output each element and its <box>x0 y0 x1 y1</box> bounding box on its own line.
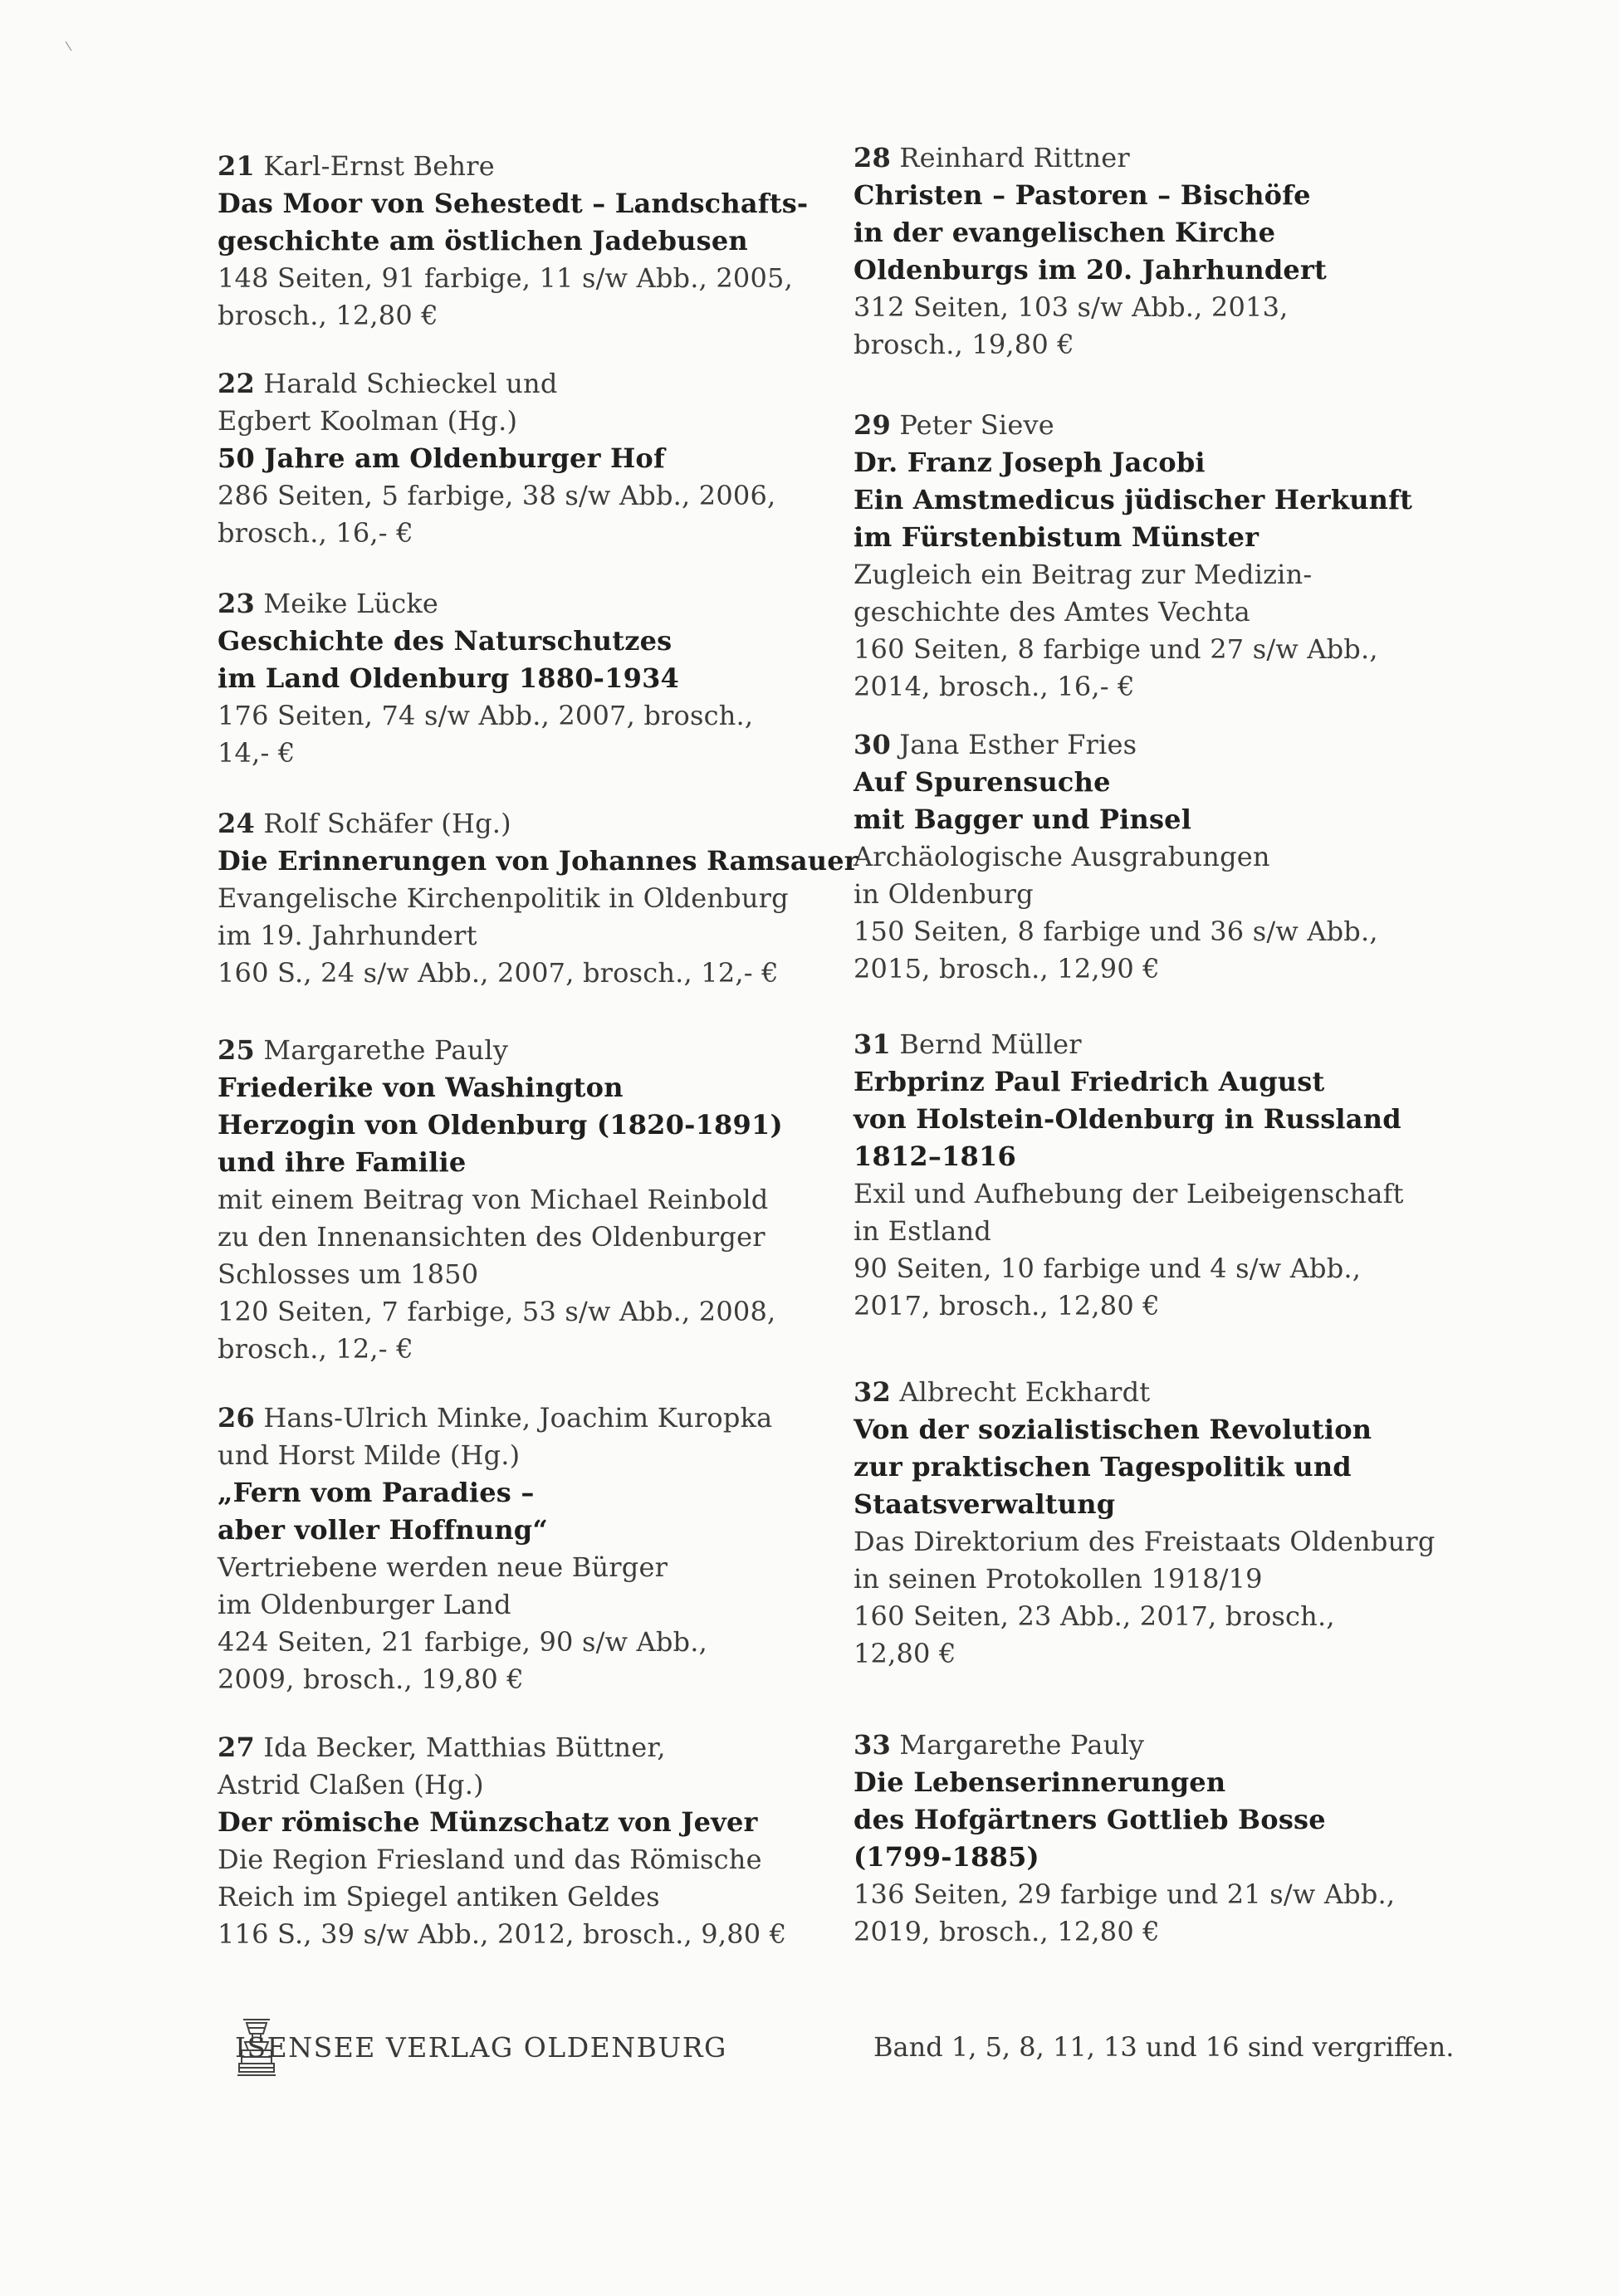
book-entry-31 <box>854 1026 1484 1325</box>
publication-details: brosch., 19,80 € <box>854 329 1074 360</box>
subtitle: Reich im Spiegel antiken Geldes <box>218 1881 660 1913</box>
subtitle: Archäologische Ausgrabungen <box>854 841 1270 872</box>
book-entry-22 <box>218 365 849 552</box>
book-title: 1812–1816 <box>854 1141 1016 1172</box>
subtitle: mit einem Beitrag von Michael Reinbold <box>218 1184 769 1215</box>
author: und Horst Milde (Hg.) <box>218 1439 521 1471</box>
author: Margarethe Pauly <box>263 1034 509 1066</box>
author: Hans-Ulrich Minke, Joachim Kuropka <box>263 1402 773 1434</box>
publication-details: 150 Seiten, 8 farbige und 36 s/w Abb., <box>854 916 1378 947</box>
volume-number: 33 <box>854 1729 891 1761</box>
book-entry-29 <box>854 407 1484 706</box>
book-title: aber voller Hoffnung“ <box>218 1514 548 1546</box>
book-title: und ihre Familie <box>218 1146 467 1178</box>
author: Reinhard Rittner <box>899 142 1130 173</box>
author: Albrecht Eckhardt <box>899 1376 1151 1408</box>
publication-details: 160 Seiten, 8 farbige und 27 s/w Abb., <box>854 633 1378 665</box>
book-title: des Hofgärtners Gottlieb Bosse <box>854 1804 1326 1835</box>
author: Harald Schieckel und <box>263 368 558 399</box>
publication-details: brosch., 12,- € <box>218 1333 413 1365</box>
publication-details: 2015, brosch., 12,90 € <box>854 953 1160 984</box>
volume-number: 22 <box>218 368 255 399</box>
book-title: Auf Spurensuche <box>854 766 1111 798</box>
volume-number: 24 <box>218 808 255 839</box>
subtitle: im 19. Jahrhundert <box>218 920 477 951</box>
author: Karl-Ernst Behre <box>263 150 495 182</box>
volume-number: 29 <box>854 409 891 441</box>
book-title: Der römische Münzschatz von Jever <box>218 1806 758 1838</box>
book-entry-21 <box>218 148 849 335</box>
subtitle: Evangelische Kirchenpolitik in Oldenburg <box>218 882 789 914</box>
publication-details: 148 Seiten, 91 farbige, 11 s/w Abb., 2005, <box>218 262 793 294</box>
scan-speck <box>65 40 73 51</box>
book-title: mit Bagger und Pinsel <box>854 804 1192 835</box>
book-title: Die Erinnerungen von Johannes Ramsauer <box>218 845 858 877</box>
volume-number: 32 <box>854 1376 891 1408</box>
book-entry-26 <box>218 1400 849 1698</box>
book-title: Ein Amstmedicus jüdischer Herkunft <box>854 484 1413 515</box>
book-title: (1799-1885) <box>854 1841 1039 1873</box>
volume-number: 30 <box>854 729 891 760</box>
subtitle: in Oldenburg <box>854 878 1034 910</box>
publication-details: 120 Seiten, 7 farbige, 53 s/w Abb., 2008, <box>218 1296 776 1327</box>
publication-details: brosch., 16,- € <box>218 517 413 549</box>
publication-details: 2019, brosch., 12,80 € <box>854 1916 1160 1947</box>
book-title: geschichte am östlichen Jadebusen <box>218 225 748 256</box>
book-title: Staatsverwaltung <box>854 1488 1116 1520</box>
publication-details: 12,80 € <box>854 1638 956 1669</box>
book-title: Erbprinz Paul Friedrich August <box>854 1066 1325 1097</box>
book-title: Von der sozialistischen Revolution <box>854 1414 1372 1445</box>
book-title: Das Moor von Sehestedt – Landschafts- <box>218 188 809 219</box>
subtitle: Vertriebene werden neue Bürger <box>218 1551 668 1583</box>
book-entry-30 <box>854 726 1484 988</box>
author: Astrid Claßen (Hg.) <box>218 1769 484 1800</box>
book-entry-25 <box>218 1032 849 1368</box>
publication-details: 136 Seiten, 29 farbige und 21 s/w Abb., <box>854 1878 1396 1910</box>
book-title: von Holstein-Oldenburg in Russland <box>854 1103 1401 1135</box>
book-title: Die Lebenserinnerungen <box>854 1766 1226 1798</box>
book-title: Dr. Franz Joseph Jacobi <box>854 447 1206 478</box>
publication-details: 2014, brosch., 16,- € <box>854 671 1135 702</box>
author: Jana Esther Fries <box>899 729 1137 760</box>
publication-details: 312 Seiten, 103 s/w Abb., 2013, <box>854 291 1289 323</box>
publication-details: 176 Seiten, 74 s/w Abb., 2007, brosch., <box>218 700 754 731</box>
subtitle: geschichte des Amtes Vechta <box>854 596 1250 628</box>
subtitle: Die Region Friesland und das Römische <box>218 1844 762 1875</box>
publication-details: 90 Seiten, 10 farbige und 4 s/w Abb., <box>854 1253 1362 1284</box>
publication-details: 160 Seiten, 23 Abb., 2017, brosch., <box>854 1600 1335 1632</box>
book-entry-23 <box>218 585 849 772</box>
publisher-name: ISENSEE VERLAG OLDENBURG <box>235 2031 727 2064</box>
book-title: Christen – Pastoren – Bischöfe <box>854 179 1311 211</box>
subtitle: in seinen Protokollen 1918/19 <box>854 1563 1263 1595</box>
author: Rolf Schäfer (Hg.) <box>263 808 511 839</box>
publication-details: 424 Seiten, 21 farbige, 90 s/w Abb., <box>218 1626 707 1658</box>
volume-number: 31 <box>854 1028 891 1060</box>
book-title: im Land Oldenburg 1880-1934 <box>218 662 680 694</box>
subtitle: Das Direktorium des Freistaats Oldenburg <box>854 1526 1436 1557</box>
publication-details: 286 Seiten, 5 farbige, 38 s/w Abb., 2006, <box>218 480 776 511</box>
author: Bernd Müller <box>899 1028 1082 1060</box>
book-title: Herzogin von Oldenburg (1820-1891) <box>218 1109 783 1141</box>
subtitle: zu den Innenansichten des Oldenburger <box>218 1221 765 1253</box>
subtitle: Exil und Aufhebung der Leibeigenschaft <box>854 1178 1404 1209</box>
book-entry-33 <box>854 1727 1484 1951</box>
publication-details: 14,- € <box>218 737 296 769</box>
publication-details: 116 S., 39 s/w Abb., 2012, brosch., 9,80 € <box>218 1918 787 1950</box>
volume-number: 27 <box>218 1732 255 1763</box>
out-of-print-note: Band 1, 5, 8, 11, 13 und 16 sind vergriffen. <box>873 2031 1455 2063</box>
subtitle: in Estland <box>854 1215 992 1247</box>
author: Peter Sieve <box>899 409 1054 441</box>
author: Margarethe Pauly <box>899 1729 1145 1761</box>
publication-details: brosch., 12,80 € <box>218 300 438 331</box>
volume-number: 23 <box>218 588 255 619</box>
subtitle: Schlosses um 1850 <box>218 1258 479 1290</box>
book-entry-28 <box>854 139 1484 364</box>
book-title: Friederike von Washington <box>218 1072 624 1103</box>
author: Meike Lücke <box>263 588 439 619</box>
book-title: Geschichte des Naturschutzes <box>218 625 673 657</box>
author: Egbert Koolman (Hg.) <box>218 405 518 437</box>
book-title: im Fürstenbistum Münster <box>854 521 1259 553</box>
volume-number: 21 <box>218 150 255 182</box>
book-entry-24 <box>218 805 858 992</box>
volume-number: 25 <box>218 1034 255 1066</box>
book-title: 50 Jahre am Oldenburger Hof <box>218 442 665 474</box>
publication-details: 2009, brosch., 19,80 € <box>218 1663 524 1695</box>
book-entry-32 <box>854 1374 1484 1673</box>
publication-details: 2017, brosch., 12,80 € <box>854 1290 1160 1321</box>
author: Ida Becker, Matthias Büttner, <box>263 1732 666 1763</box>
book-entry-27 <box>218 1729 849 1953</box>
book-title: in der evangelischen Kirche <box>854 217 1276 248</box>
book-title: „Fern vom Paradies – <box>218 1477 535 1508</box>
subtitle: im Oldenburger Land <box>218 1589 511 1620</box>
book-title: Oldenburgs im 20. Jahrhundert <box>854 254 1328 286</box>
volume-number: 26 <box>218 1402 255 1434</box>
book-title: zur praktischen Tagespolitik und <box>854 1451 1352 1483</box>
volume-number: 28 <box>854 142 891 173</box>
publication-details: 160 S., 24 s/w Abb., 2007, brosch., 12,- € <box>218 957 779 989</box>
subtitle: Zugleich ein Beitrag zur Medizin- <box>854 559 1313 590</box>
